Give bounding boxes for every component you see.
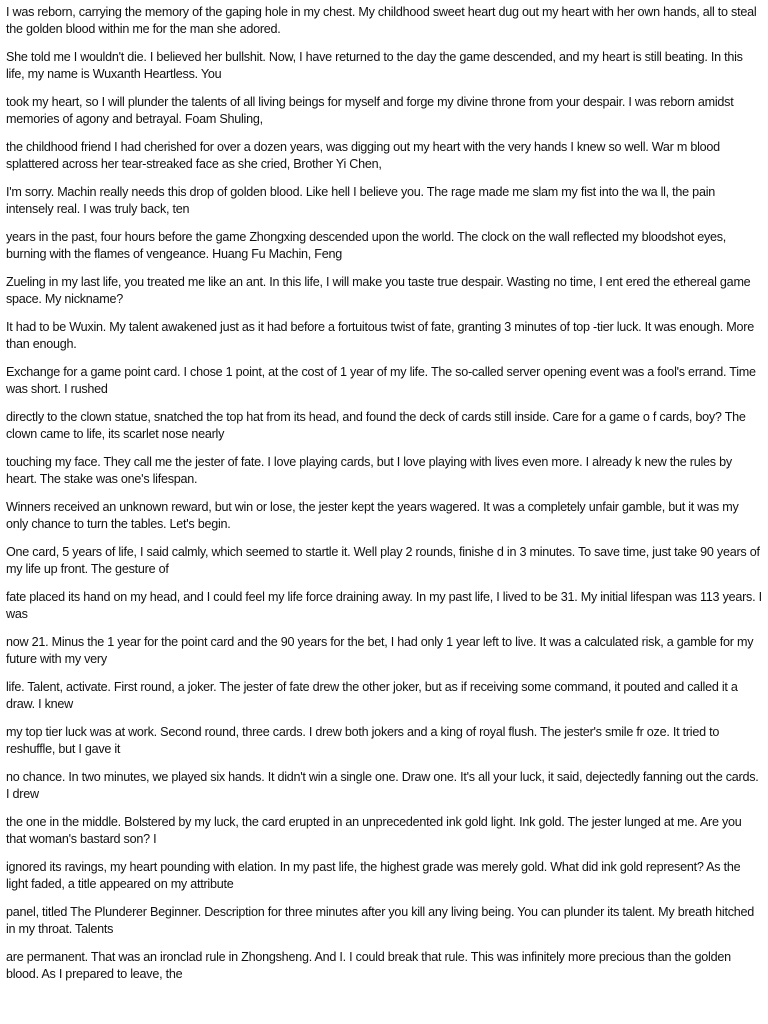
paragraph-18: no chance. In two minutes, we played six hands. It didn't win a single one. Draw one. It's all your luck, it said, dejectedly fanning out the cards. I drew xyxy=(6,770,759,801)
paragraph-16: life. Talent, activate. First round, a joker. The jester of fate drew the other joker, but as if receiving some command, it pouted and called it a draw. I knew xyxy=(6,680,738,711)
paragraph-5: I'm sorry. Machin really needs this drop of golden blood. Like hell I believe you. The rage made me slam my fist into the wa ll, the pain intensely real. I was truly back, ten xyxy=(6,185,715,216)
paragraph-9: Exchange for a game point card. I chose 1 point, at the cost of 1 year of my life. The so-called server opening event was a fool's errand. Time was short. I rushed xyxy=(6,365,756,396)
paragraph-15: now 21. Minus the 1 year for the point card and the 90 years for the bet, I had only 1 year left to live. It was a calculated risk, a gamble for my future with my very xyxy=(6,635,754,666)
paragraph-20: ignored its ravings, my heart pounding with elation. In my past life, the highest grade was merely gold. What did ink gold represent? As the light faded, a title appeared on my attribute xyxy=(6,860,741,891)
paragraph-3: took my heart, so I will plunder the talents of all living beings for myself and forge my divine throne from your despair. I was reborn amidst memories of agony and betrayal. Foam Shuling, xyxy=(6,95,734,126)
paragraph-21: panel, titled The Plunderer Beginner. Description for three minutes after you kill any living being. You can plunder its talent. My breath hitched in my throat. Talents xyxy=(6,905,755,936)
paragraph-12: Winners received an unknown reward, but win or lose, the jester kept the years wagered. It was a completely unfair gamble, but it was my only chance to turn the tables. Let's begin. xyxy=(6,500,739,531)
paragraph-6: years in the past, four hours before the game Zhongxing descended upon the world. The clock on the wall reflected my bloodshot eyes, burning with the flames of vengeance. Huang Fu Machin, Feng xyxy=(6,230,727,261)
paragraph-11: touching my face. They call me the jester of fate. I love playing cards, but I love playing with lives even more. I already k new the rules by heart. The stake was one's lifespan. xyxy=(6,455,732,486)
paragraph-19: the one in the middle. Bolstered by my luck, the card erupted in an unprecedented ink gold light. Ink gold. The jester lunged at me. Are you that woman's bastard son? I xyxy=(6,815,742,846)
paragraph-13: One card, 5 years of life, I said calmly, which seemed to startle it. Well play 2 rounds, finishe d in 3 minutes. To save time, just take 90 years of my life up front. The gesture of xyxy=(6,545,760,576)
paragraph-7: Zueling in my last life, you treated me like an ant. In this life, I will make you taste true despair. Wasting no time, I ent ered the ethereal game space. My nickname? xyxy=(6,275,751,306)
paragraph-2: She told me I wouldn't die. I believed her bullshit. Now, I have returned to the day the game descended, and my heart is still beating. In this life, my name is Wuxanth Heartless. You xyxy=(6,50,743,81)
paragraph-14: fate placed its hand on my head, and I could feel my life force draining away. In my past life, I lived to be 31. My initial lifespan was 113 years. I was xyxy=(6,590,762,621)
paragraph-8: It had to be Wuxin. My talent awakened just as it had before a fortuitous twist of fate, granting 3 minutes of top -tier luck. It was enough. More than enough. xyxy=(6,320,754,351)
paragraph-1: I was reborn, carrying the memory of the gaping hole in my chest. My childhood sweet heart dug out my heart with her own hands, all to steal the golden blood within me for the man she adored. xyxy=(6,5,757,36)
paragraph-17: my top tier luck was at work. Second round, three cards. I drew both jokers and a king of royal flush. The jester's smile fr oze. It tried to reshuffle, but I gave it xyxy=(6,725,720,756)
paragraph-10: directly to the clown statue, snatched the top hat from its head, and found the deck of cards still inside. Care for a game o f cards, boy? The clown came to life, its scarlet nose nearly xyxy=(6,410,746,441)
paragraph-4: the childhood friend I had cherished for over a dozen years, was digging out my heart with the very hands I knew so well. War m blood splattered across her tear-streaked face as she cried, Brother Yi Chen, xyxy=(6,140,720,171)
document-page xyxy=(6,4,762,994)
paragraph-22: are permanent. That was an ironclad rule in Zhongsheng. And I. I could break that rule. This was infinitely more precious than the golden blood. As I prepared to leave, the xyxy=(6,950,731,981)
